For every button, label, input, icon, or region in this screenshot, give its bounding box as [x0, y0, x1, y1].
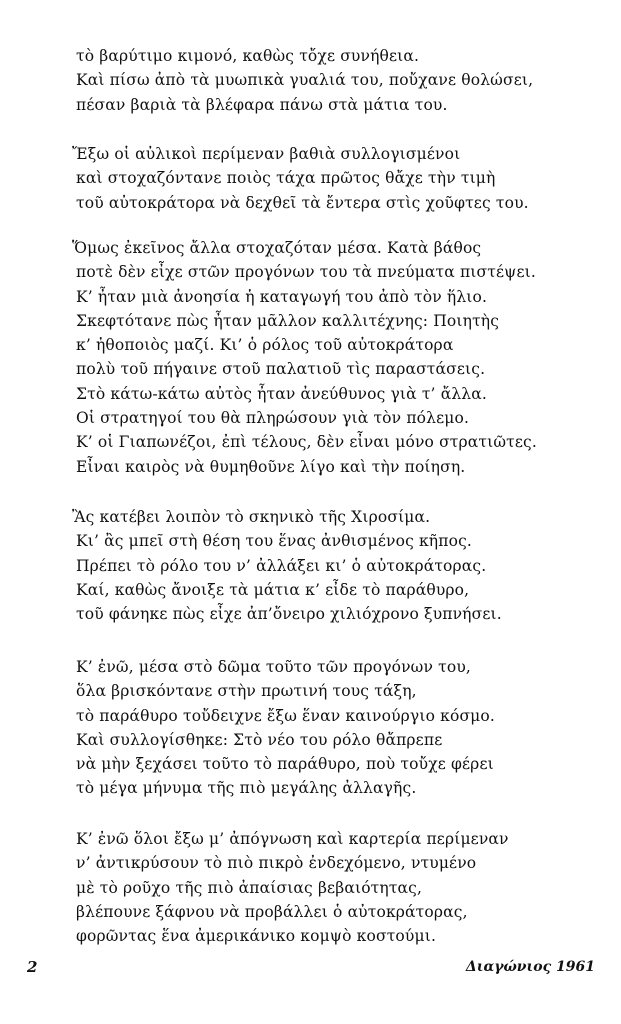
poem-line: Στὸ κάτω-κάτω αὐτὸς ἦταν ἀνεύθυνος γιὰ τ’ ἄλλα. — [76, 384, 487, 403]
poem-line: τὸ μέγα μήνυμα τῆς πιὸ μεγάλης ἀλλαγῆς. — [76, 779, 417, 798]
poem-line: Καί, καθὼς ἄνοιξε τὰ μάτια κ’ εἶδε τὸ παράθυρο, — [76, 580, 470, 599]
poem-line: Οἱ στρατηγοί του θὰ πληρώσουν γιὰ τὸν πόλεμο. — [76, 409, 470, 428]
stanza — [76, 655, 596, 801]
stanza — [72, 505, 596, 626]
page-number: 2 — [27, 958, 38, 976]
stanza — [76, 827, 596, 948]
poem-line: νὰ μὴν ξεχάσει τοῦτο τὸ παράθυρο, ποὺ τοὔχε φέρει — [76, 755, 494, 774]
poem-line: πολὺ τοῦ πήγαινε στοῦ παλατιοῦ τὶς παραστάσεις. — [76, 360, 486, 379]
poem-line: Κ’ οἱ Γιαπωνέζοι, ἐπὶ τέλους, δὲν εἶναι μόνο στρατιῶτες. — [76, 433, 537, 452]
poem-line: ποτὲ δὲν εἶχε στῶν προγόνων του τὰ πνεύματα πιστέψει. — [76, 263, 536, 282]
poem-line: πέσαν βαριὰ τὰ βλέφαρα πάνω στὰ μάτια του. — [76, 95, 448, 114]
poem-line: τοῦ φάνηκε πὼς εἶχε ἀπ’ὄνειρο χιλιόχρονο ξυπνήσει. — [76, 605, 502, 624]
poem-line: Ἂς κατέβει λοιπὸν τὸ σκηνικὸ τῆς Χιροσίμα. — [72, 508, 431, 526]
poem-line: Κ’ ἐνῶ, μέσα στὸ δῶμα τοῦτο τῶν προγόνων του, — [76, 658, 471, 676]
journal-issue: Διαγώνιος 1961 — [465, 959, 595, 975]
poem-line: ν’ ἀντικρύσουν τὸ πιὸ πικρὸ ἐνδεχόμενο, ντυμένο — [76, 854, 477, 873]
poem-line: Κ’ ἐνῶ ὅλοι ἔξω μ’ ἀπόγνωση καὶ καρτερία περίμεναν — [76, 830, 509, 848]
poem-line: Πρέπει τὸ ρόλο του ν’ ἀλλάξει κι’ ὁ αὐτοκράτορας. — [76, 556, 487, 575]
poem-line: Καὶ συλλογίσθηκε: Στὸ νέο του ρόλο θἄπρεπε — [76, 730, 443, 749]
poem-line: καὶ στοχαζόντανε ποιὸς τάχα πρῶτος θἄχε τὴν τιμὴ — [76, 169, 496, 188]
poem-line: τοῦ αὐτοκράτορα νὰ δεχθεῖ τὰ ἔντερα στὶς χοῦφτες του. — [76, 193, 529, 212]
poem-line: κ’ ἠθοποιὸς μαζί. Κι’ ὁ ρόλος τοῦ αὐτοκράτορα — [76, 336, 454, 355]
poem-line: Σκεφτότανε πὼς ἦταν μᾶλλον καλλιτέχνης: Ποιητὴς — [76, 311, 500, 330]
stanza — [76, 44, 596, 117]
poem-line: βλέπουνε ξάφνου νὰ προβάλλει ὁ αὐτοκράτορας, — [76, 902, 468, 921]
poem-line: Κ’ ἦταν μιὰ ἀνοησία ἡ καταγωγή του ἀπὸ τὸν ἥλιο. — [76, 287, 488, 306]
poem-line: τὸ βαρύτιμο κιμονό, καθὼς τὄχε συνήθεια. — [76, 47, 420, 65]
stanza — [72, 142, 596, 215]
poem-line: Ὅμως ἐκεῖνος ἄλλα στοχαζόταν μέσα. Κατὰ βάθος — [72, 239, 482, 257]
poem-line: μὲ τὸ ροῦχο τῆς πιὸ ἀπαίσιας βεβαιότητας, — [76, 878, 423, 897]
stanza — [72, 236, 596, 479]
poem-line: τὸ παράθυρο τοὔδειχνε ἔξω ἕναν καινούργιο κόσμο. — [76, 706, 495, 725]
poem-line: φορῶντας ἕνα ἀμερικάνικο κομψὸ κοστούμι. — [76, 927, 437, 946]
poem-line: Ἔξω οἱ αὐλικοὶ περίμεναν βαθιὰ συλλογισμένοι — [72, 145, 461, 163]
poem-line: Κι’ ἂς μπεῖ στὴ θέση του ἕνας ἀνθισμένος κῆπος. — [76, 532, 472, 551]
poem-line: Καὶ πίσω ἀπὸ τὰ μυωπικὰ γυαλιά του, ποὔχανε θολώσει, — [76, 71, 534, 90]
poem-line: Εἶναι καιρὸς νὰ θυμηθοῦνε λίγο καὶ τὴν ποίηση. — [76, 457, 466, 476]
poem-line: ὅλα βρισκόντανε στὴν πρωτινή τους τάξη, — [76, 682, 417, 701]
